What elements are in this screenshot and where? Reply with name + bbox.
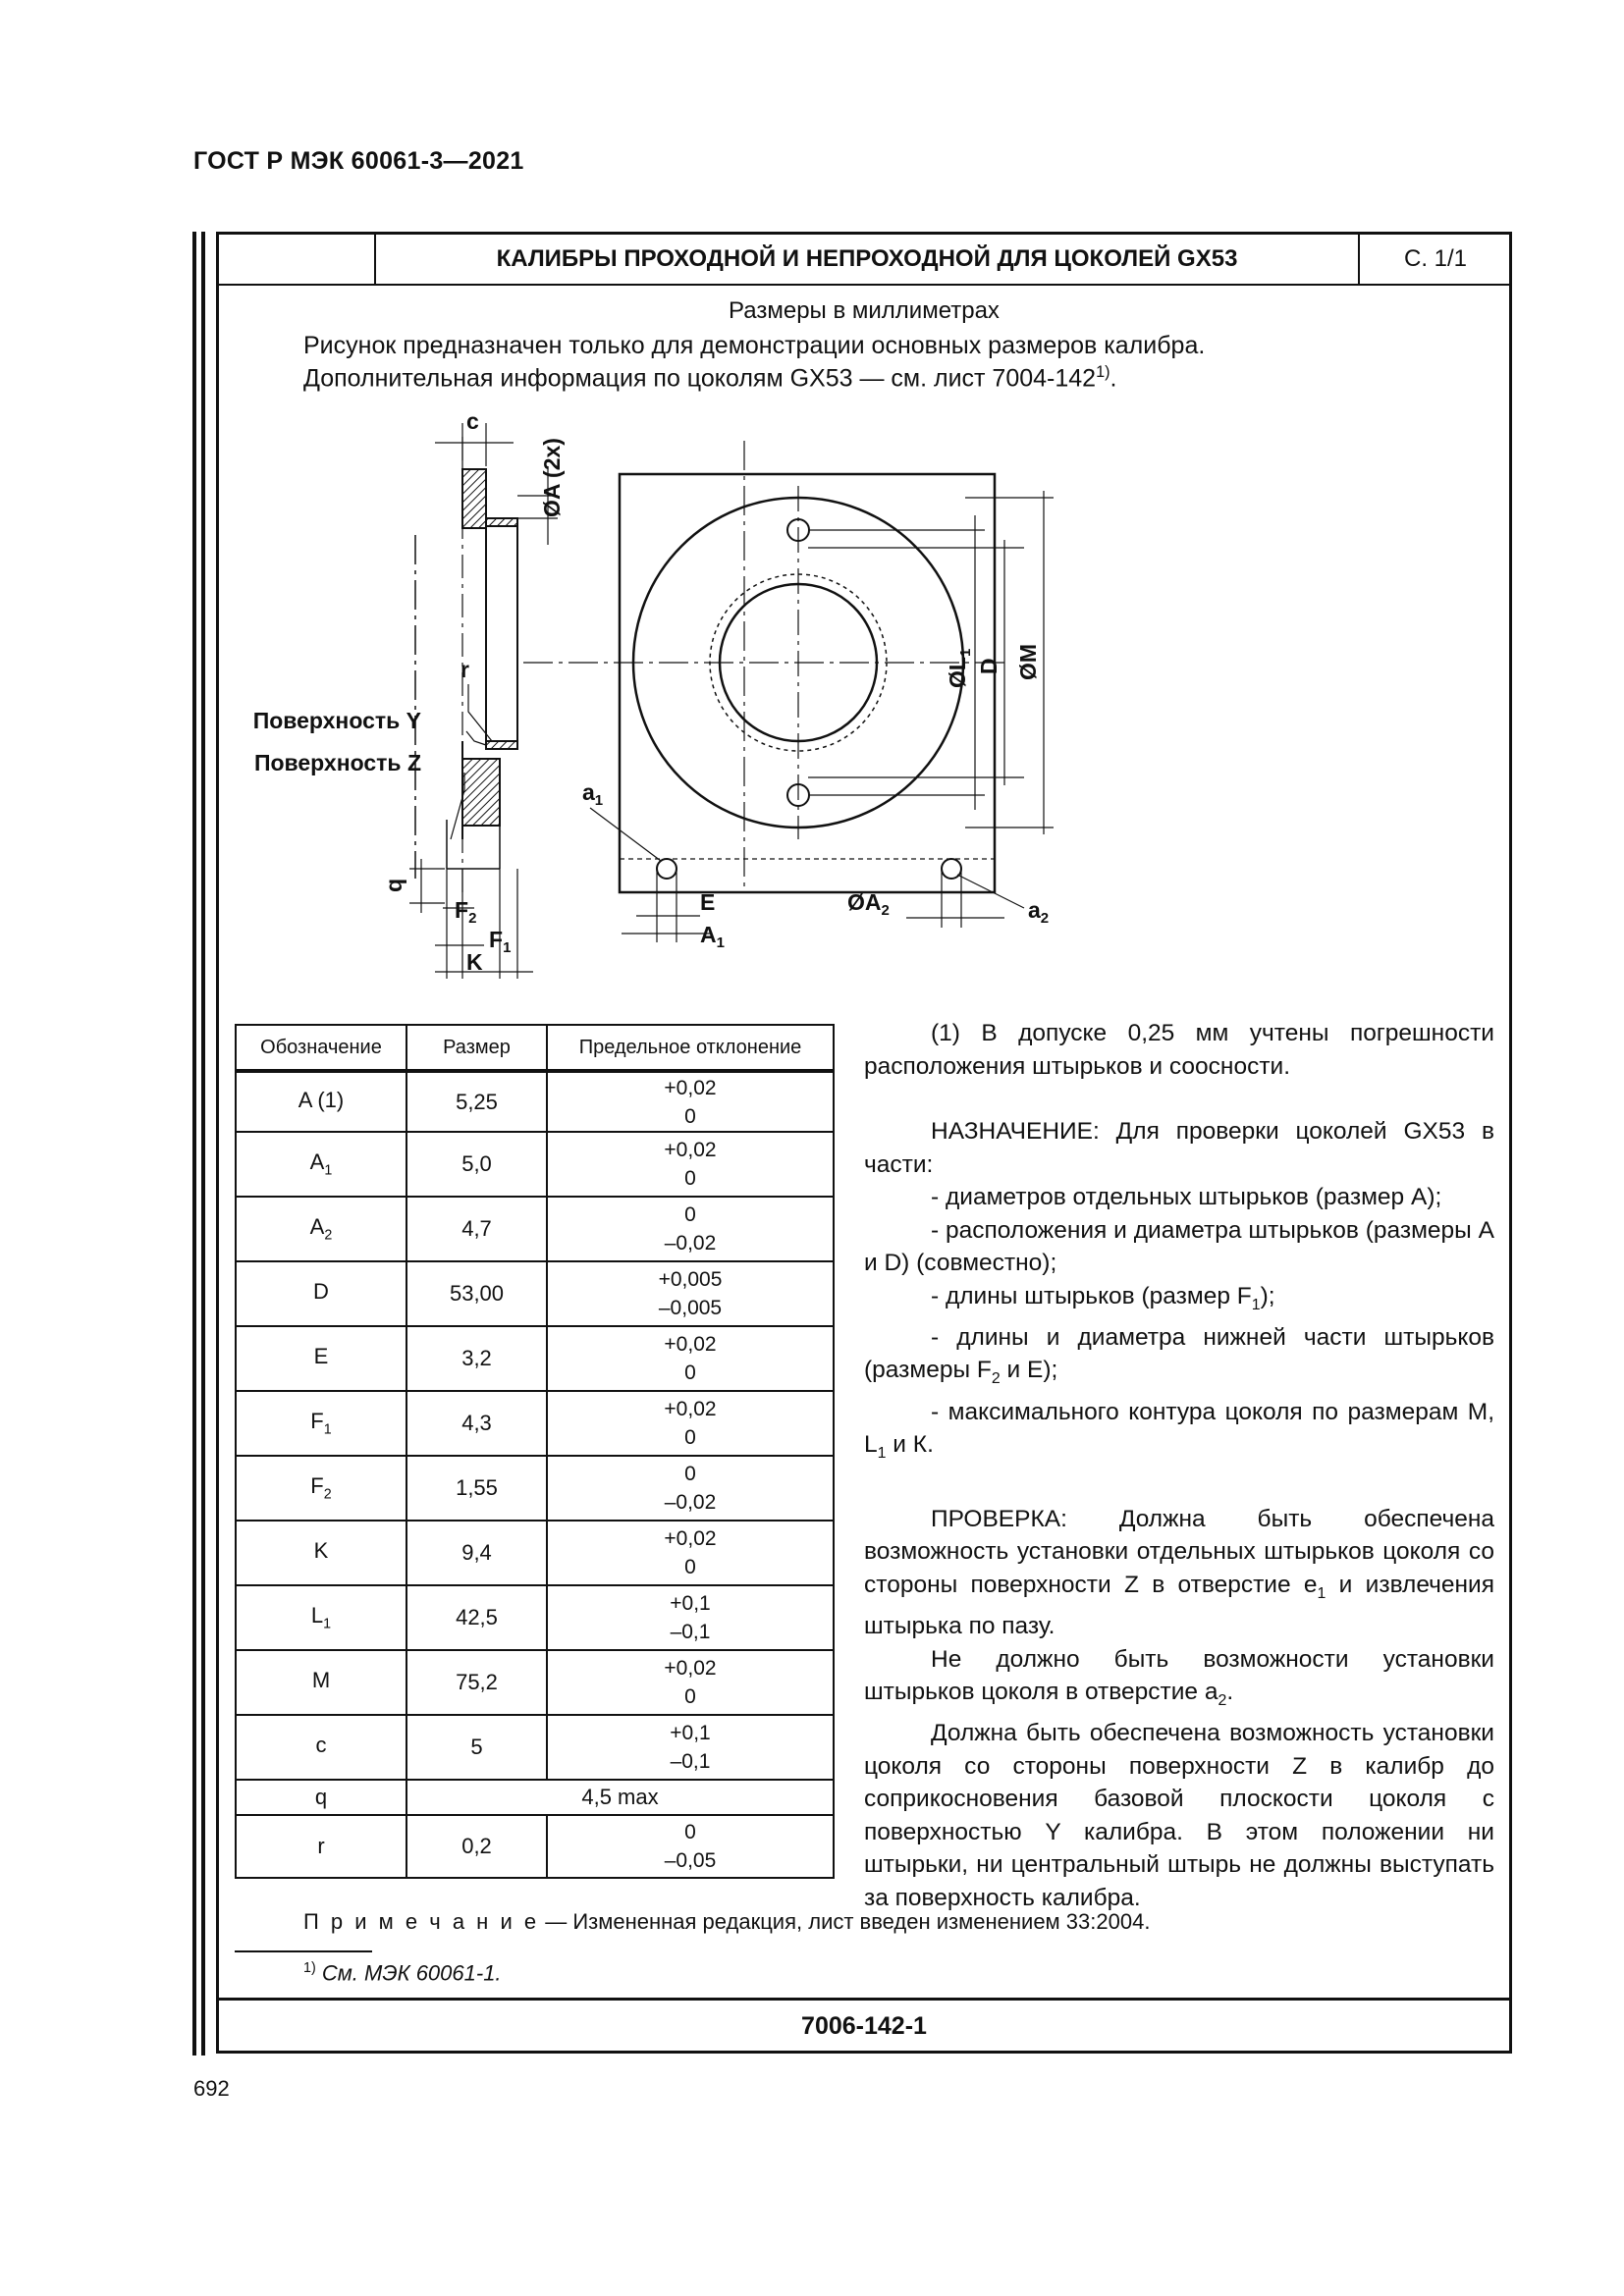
table-row: [236, 1715, 834, 1780]
cell-symbol: r: [236, 1815, 406, 1878]
table-row: [236, 1650, 834, 1715]
dim-label-dia-a: ØA (2x): [539, 438, 565, 517]
table-row: [236, 1071, 834, 1132]
table-row: [236, 1456, 834, 1521]
gauge-drawing: [252, 407, 1348, 996]
sheet-code: 7006-142-1: [801, 2012, 927, 2040]
paragraph-purpose: НАЗНАЧЕНИЕ: Для проверки цоколей GX53 в части:: [864, 1118, 1494, 1178]
cell-symbol: $F_2$: [236, 1456, 406, 1521]
paragraph-insertion: Должна быть обеспечена возможность установки цоколя со стороны поверхности Z в калибр до соприкосновения базовой плоскости цоколя с поверхностью Y калибра. В этом положении ни штырьки, ни центральный штырь не должны выступать за поверхность калибра.: [864, 1720, 1494, 1911]
dim-label-r: r: [460, 657, 469, 682]
cell-tolerance: +0,02 0: [547, 1521, 834, 1585]
cell-size: 1,55: [406, 1456, 547, 1521]
cell-size: 4,3: [406, 1391, 547, 1456]
cell-size: 75,2: [406, 1650, 547, 1715]
cell-symbol: $F_1$: [236, 1391, 406, 1456]
table-row: [236, 1261, 834, 1326]
page-number: 692: [193, 2076, 230, 2101]
footnote: $^{1)}$ См. МЭК 60061-1.: [303, 1960, 502, 1986]
cell-tolerance: +0,02 0: [547, 1071, 834, 1132]
document-header: ГОСТ Р МЭК 60061-3—2021: [193, 147, 524, 175]
table-row: [236, 1521, 834, 1585]
cell-size: 42,5: [406, 1585, 547, 1650]
dim-label-a2: $a_2$: [1028, 897, 1050, 927]
cell-symbol: M: [236, 1650, 406, 1715]
cell-tolerance: +0,02 0: [547, 1326, 834, 1391]
cell-size: 53,00: [406, 1261, 547, 1326]
table-row: [236, 1780, 834, 1815]
dim-label-q: q: [381, 878, 406, 892]
cell-symbol: D: [236, 1261, 406, 1326]
footnote-rule: [235, 1950, 372, 1952]
cell-size: 4,5 max: [406, 1780, 834, 1815]
dim-label-a1: $a_1$: [582, 779, 604, 809]
units-note: Размеры в миллиметрах: [729, 297, 1000, 324]
sheet-frame: [216, 232, 1512, 2054]
table-row: [236, 1585, 834, 1650]
list-item: - длины штырьков (размер $F_1$);: [931, 1282, 1275, 1313]
pin-hole: [657, 859, 677, 879]
side-view: [253, 408, 565, 979]
cell-tolerance: 0 –0,02: [547, 1197, 834, 1261]
cell-symbol: E: [236, 1326, 406, 1391]
cell-tolerance: +0,02 0: [547, 1132, 834, 1197]
margin-rule: [192, 232, 196, 2056]
table-row: [236, 1197, 834, 1261]
cell-symbol: $L_1$: [236, 1585, 406, 1650]
list-item: - диаметров отдельных штырьков (размер А);: [931, 1184, 1442, 1210]
dim-label-f2: $F_2$: [455, 897, 477, 927]
paragraph-tolerance-note: (1) В допуске 0,25 мм учтены погрешности расположения штырьков и соосности.: [864, 1020, 1494, 1080]
table-row: [236, 1326, 834, 1391]
column-header-tolerance: Предельное отклонение: [547, 1025, 834, 1071]
cell-tolerance: 0 –0,05: [547, 1815, 834, 1878]
plan-view: [523, 441, 1054, 951]
cell-size: 5,0: [406, 1132, 547, 1197]
list-item: - расположения и диаметра штырьков (размеры А и D) (совместно);: [864, 1216, 1494, 1276]
dim-label-f1: $F_1$: [489, 927, 512, 956]
cell-symbol: A (1): [236, 1071, 406, 1132]
cell-size: 5: [406, 1715, 547, 1780]
dim-label-dia-m: ØM: [1015, 643, 1041, 680]
dimension-table: [235, 1024, 835, 1879]
cell-size: 3,2: [406, 1326, 547, 1391]
cell-symbol: c: [236, 1715, 406, 1780]
note: П р и м е ч а н и е — Измененная редакция, лист введен изменением 33:2004.: [303, 1909, 1151, 1934]
table-row: [236, 1132, 834, 1197]
cell-tolerance: +0,1 –0,1: [547, 1715, 834, 1780]
description-text: [864, 1017, 1494, 1914]
column-header-size: Размер: [406, 1025, 547, 1071]
dim-label-dia-l1: $ØL_1$: [945, 648, 974, 688]
title-blank-cell: [219, 235, 376, 284]
sheet-page: С. 1/1: [1358, 235, 1511, 284]
list-item: - максимального контура цоколя по размерам М, $L_1$ и К.: [864, 1398, 1494, 1463]
surface-z-label: Поверхность Z: [253, 750, 421, 775]
cell-size: 0,2: [406, 1815, 547, 1878]
cell-size: 9,4: [406, 1521, 547, 1585]
list-item: - длины и диаметра нижней части штырьков (размеры $F_2$ и Е);: [864, 1323, 1494, 1388]
dim-label-dia-a2: $ØA_2$: [847, 889, 890, 919]
table-header-row: [236, 1025, 834, 1071]
cell-tolerance: +0,02 0: [547, 1391, 834, 1456]
cell-tolerance: +0,005 –0,005: [547, 1261, 834, 1326]
surface-y-label: Поверхность Y: [252, 708, 421, 733]
sheet-title: КАЛИБРЫ ПРОХОДНОЙ И НЕПРОХОДНОЙ ДЛЯ ЦОКОЛЕЙ GX53: [496, 245, 1238, 272]
cell-tolerance: +0,02 0: [547, 1650, 834, 1715]
dim-label-a1-cap: $A_1$: [700, 922, 725, 951]
dim-label-k: K: [466, 949, 483, 975]
margin-rule: [201, 232, 205, 2056]
cell-symbol: $A_1$: [236, 1132, 406, 1197]
intro-line-1: Рисунок предназначен только для демонстрации основных размеров калибра.: [303, 332, 1206, 359]
section-hatch: [462, 469, 486, 528]
column-header-symbol: Обозначение: [236, 1025, 406, 1071]
table-row: [236, 1815, 834, 1878]
dim-label-c: c: [466, 408, 479, 434]
cell-symbol: $A_2$: [236, 1197, 406, 1261]
dim-label-e: E: [700, 889, 716, 915]
section-hatch: [486, 518, 517, 526]
section-hatch: [486, 741, 517, 749]
intro-line-2: Дополнительная информация по цоколям GX53 — см. лист 7004-142$^{1)}$.: [303, 363, 1117, 393]
cell-tolerance: +0,1 –0,1: [547, 1585, 834, 1650]
paragraph-check: ПРОВЕРКА: Должна быть обеспечена возможность установки отдельных штырьков цоколя со стороны поверхности Z в отверстие $е_1$ и извлечения штырька по пазу.: [864, 1505, 1495, 1640]
dim-label-d: D: [976, 658, 1001, 674]
title-row: [219, 235, 1509, 286]
section-hatch: [462, 759, 500, 826]
paragraph-no-insertion: Не должно быть возможности установки штырьков цоколя в отверстие $а_2$.: [864, 1645, 1494, 1709]
bottom-row: [219, 1998, 1509, 2054]
cell-size: 5,25: [406, 1071, 547, 1132]
cell-size: 4,7: [406, 1197, 547, 1261]
cell-tolerance: 0 –0,02: [547, 1456, 834, 1521]
cell-symbol: q: [236, 1780, 406, 1815]
cell-symbol: K: [236, 1521, 406, 1585]
table-row: [236, 1391, 834, 1456]
